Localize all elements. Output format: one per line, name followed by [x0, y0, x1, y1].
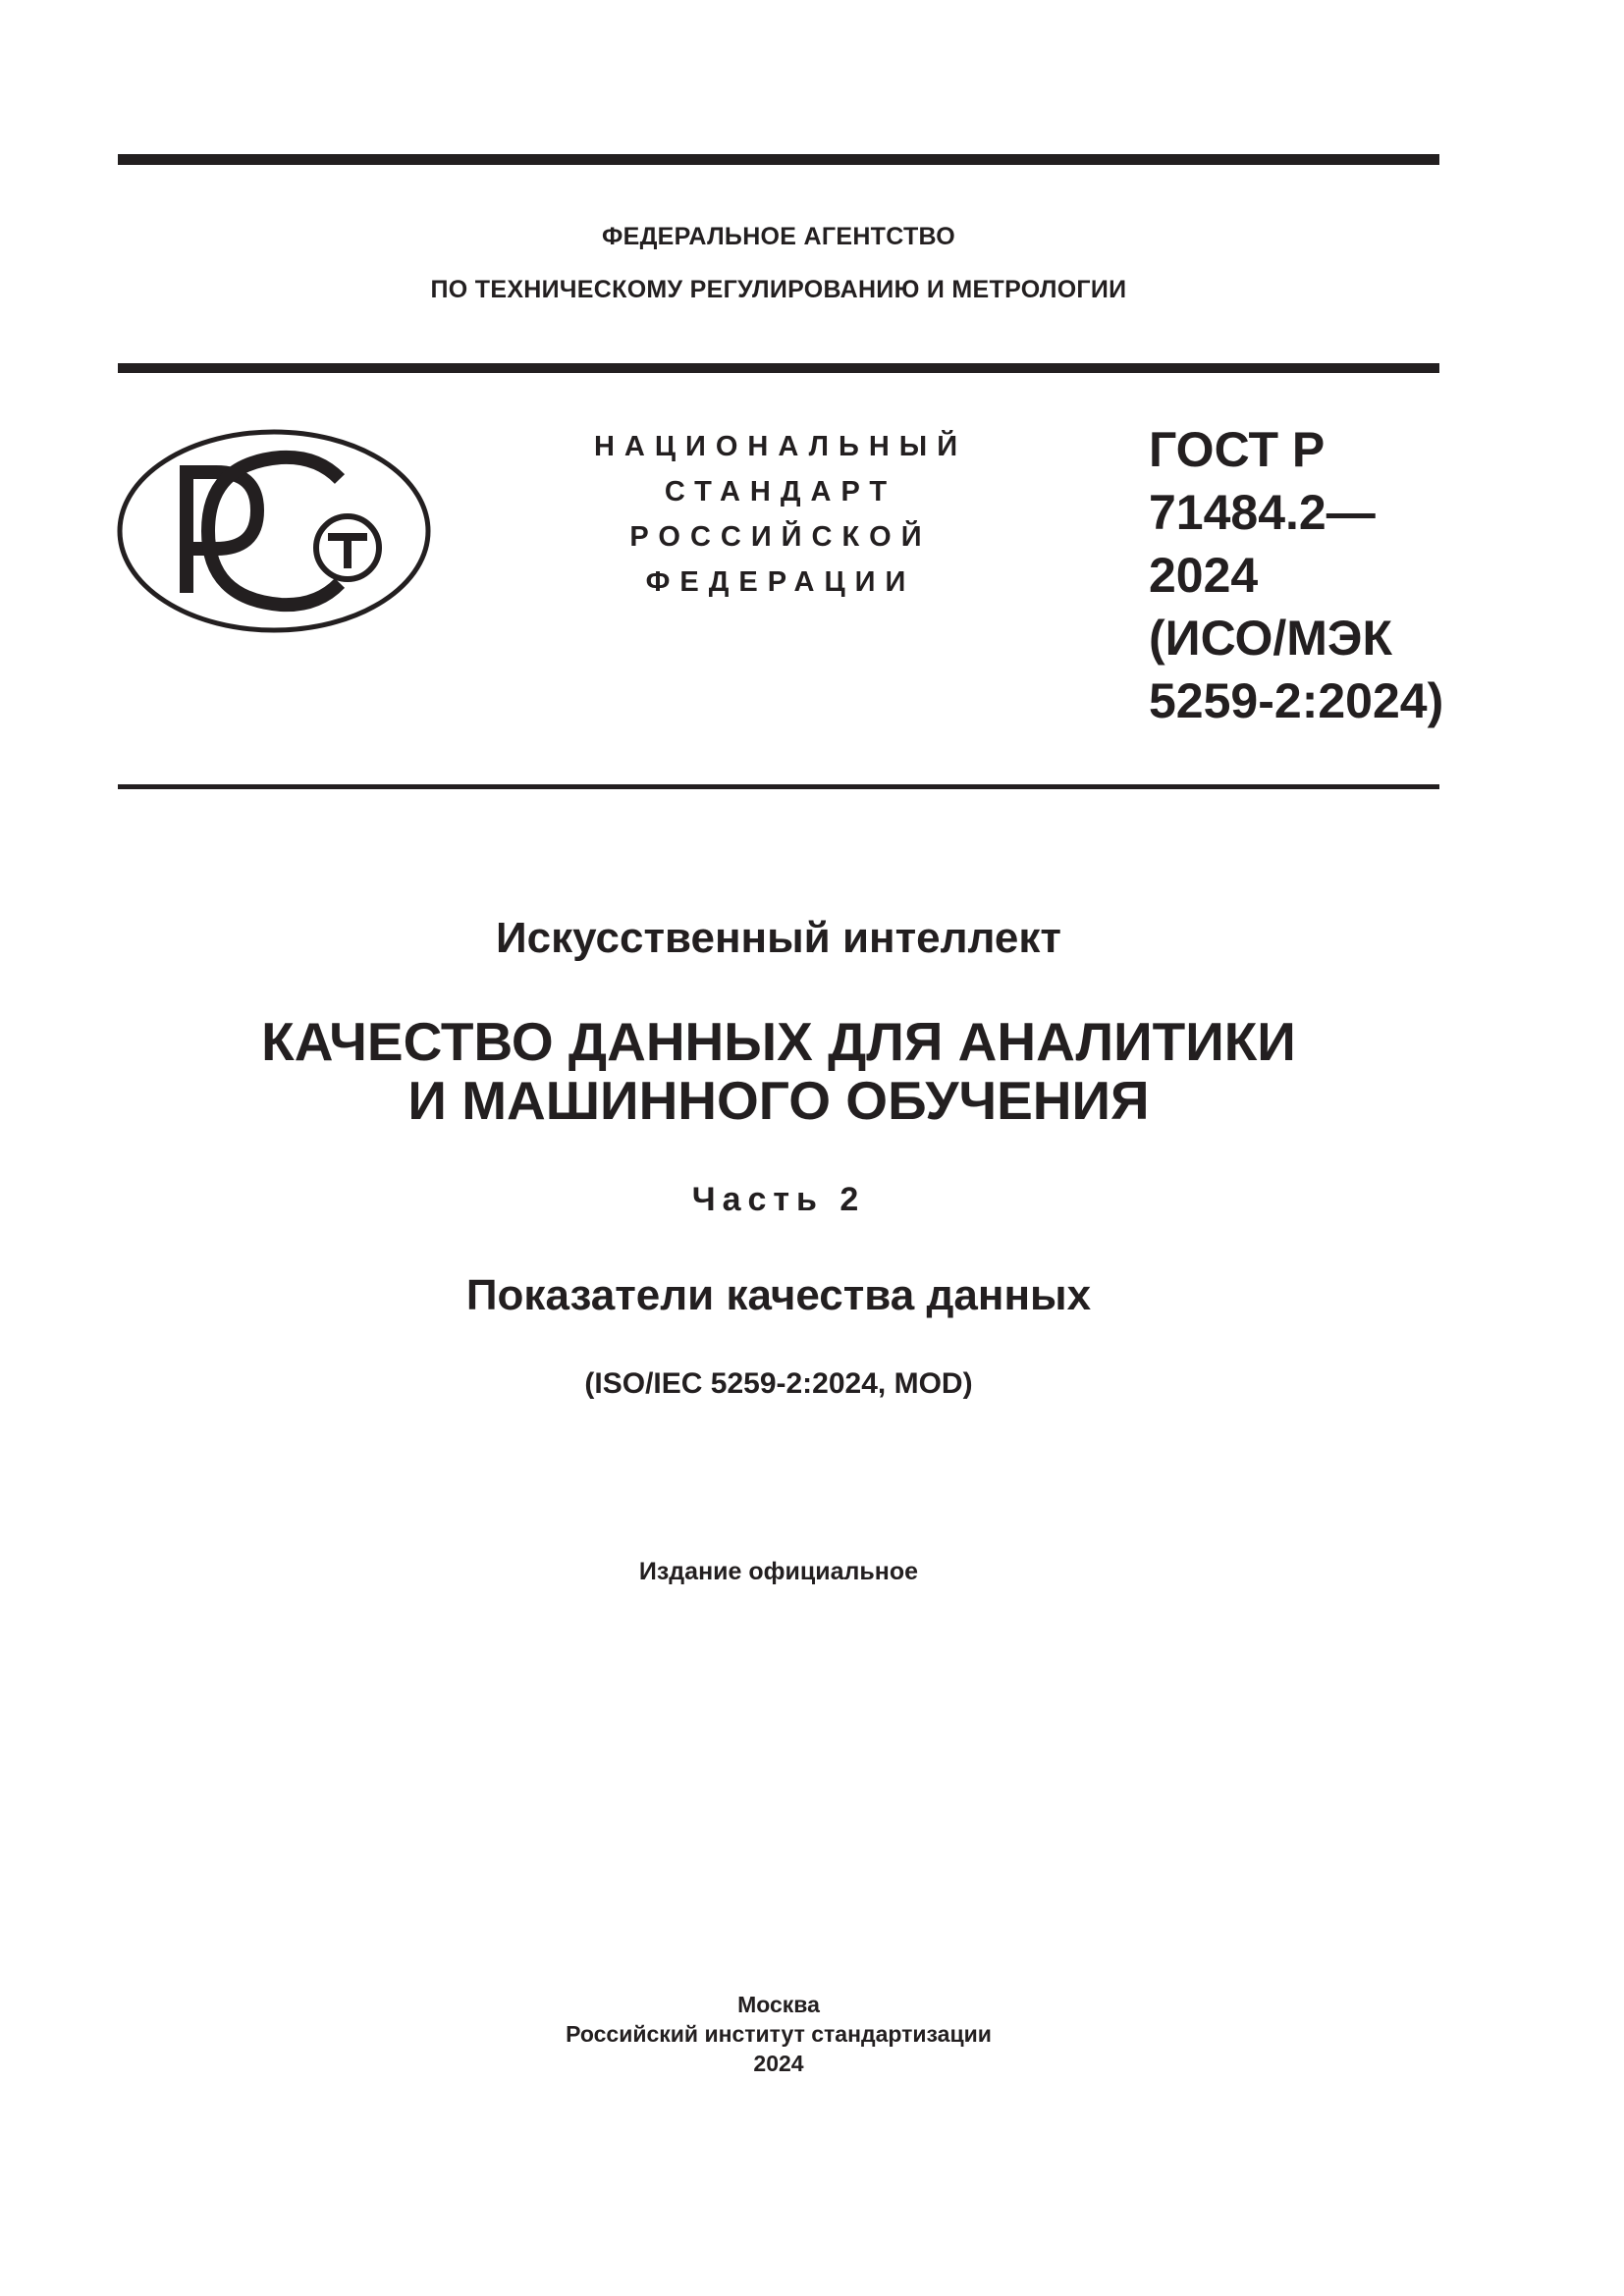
publication-footer [118, 1990, 1439, 2078]
agency-line-1: ФЕДЕРАЛЬНОЕ АГЕНТСТВО [601, 223, 956, 250]
national-standard-line: ФЕДЕРАЦИИ [645, 566, 916, 598]
footer-city: Москва [737, 1992, 820, 2017]
national-standard-line: НАЦИОНАЛЬНЫЙ [593, 431, 968, 462]
title-line: И МАШИННОГО ОБУЧЕНИЯ [407, 1070, 1150, 1131]
designation-line: (ИСО/МЭК [1149, 611, 1392, 666]
iso-reference: (ISO/IEC 5259-2:2024, MOD) [584, 1367, 973, 1400]
national-standard-label [545, 424, 1016, 605]
designation-line: ГОСТ Р [1149, 422, 1326, 477]
designation-line: 5259-2:2024) [1149, 673, 1444, 728]
national-standard-line: РОССИЙСКОЙ [629, 521, 932, 553]
middle-rule [118, 363, 1439, 373]
bottom-rule [118, 784, 1439, 789]
subject-heading: Искусственный интеллект [496, 914, 1061, 962]
designation-line: 2024 [1149, 548, 1259, 603]
footer-publisher: Российский институт стандартизации [566, 2021, 992, 2047]
document-title [118, 1012, 1439, 1130]
top-rule [118, 154, 1439, 165]
part-label: Часть 2 [691, 1181, 866, 1218]
edition-label: Издание официальное [638, 1558, 919, 1585]
rst-mark-icon [116, 428, 432, 634]
designation-line: 71484.2— [1149, 485, 1376, 540]
agency-line-2: ПО ТЕХНИЧЕСКОМУ РЕГУЛИРОВАНИЮ И МЕТРОЛОГИИ [430, 276, 1127, 303]
footer-year: 2024 [753, 2051, 804, 2076]
standard-designation [1149, 418, 1443, 732]
title-line: КАЧЕСТВО ДАННЫХ ДЛЯ АНАЛИТИКИ [261, 1011, 1296, 1072]
national-standard-line: СТАНДАРТ [664, 476, 897, 507]
document-subtitle: Показатели качества данных [465, 1271, 1092, 1319]
